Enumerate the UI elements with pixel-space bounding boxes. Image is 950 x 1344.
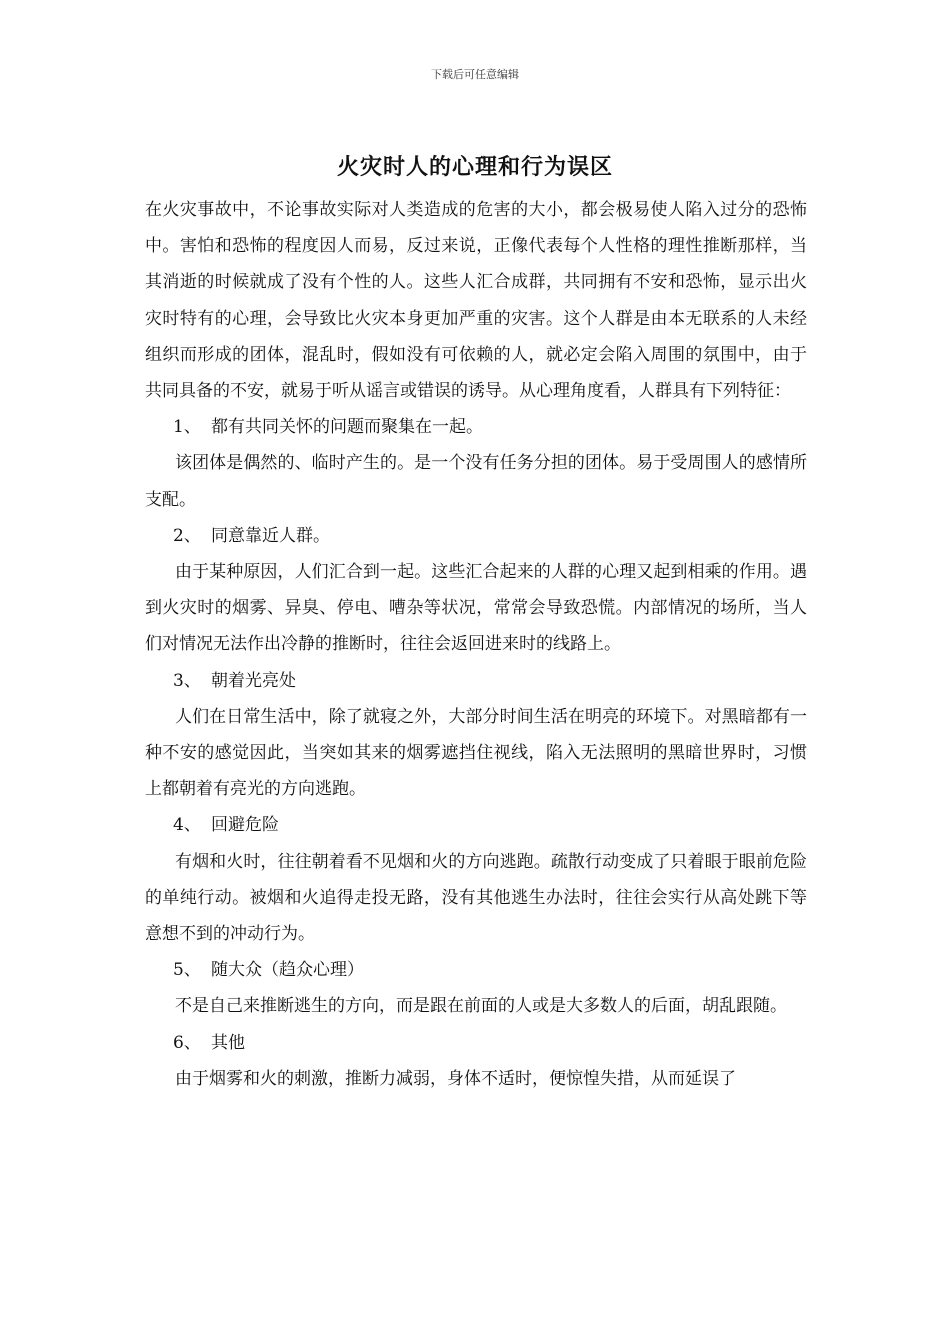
item-number: 2、: [173, 525, 201, 546]
item-heading-1: [145, 409, 807, 445]
item-number: 3、: [173, 670, 201, 691]
item-heading-6: [145, 1025, 807, 1061]
document-body: [145, 192, 807, 1097]
item-paragraph-3: 人们在日常生活中，除了就寝之外，大部分时间生活在明亮的环境下。对黑暗都有一种不安的感觉因此，当突如其来的烟雾遮挡住视线，陷入无法照明的黑暗世界时，习惯上都朝着有亮光的方向逃跑。: [145, 706, 807, 800]
item-number: 1、: [173, 417, 201, 438]
item-heading-text: 都有共同关怀的问题而聚集在一起。: [211, 417, 483, 438]
item-paragraph-2: 由于某种原因，人们汇合到一起。这些汇合起来的人群的心理又起到相乘的作用。遇到火灾时的烟雾、异臭、停电、嘈杂等状况，常常会导致恐慌。内部情况的场所，当人们对情况无法作出冷静的推断时，往往会返回进来时的线路上。: [145, 562, 807, 655]
page-header: 下载后可任意编辑: [431, 68, 519, 81]
item-heading-text: 随大众（趋众心理）: [211, 960, 364, 981]
item-paragraph-5: 不是自己来推断逃生的方向，而是跟在前面的人或是大多数人的后面，胡乱跟随。: [175, 996, 787, 1017]
item-heading-text: 回避危险: [211, 815, 279, 836]
item-number: 5、: [173, 960, 201, 981]
item-heading-3: [145, 663, 807, 699]
document-title: 火灾时人的心理和行为误区: [336, 154, 613, 180]
item-number: 4、: [173, 815, 201, 836]
intro-paragraph: 在火灾事故中，不论事故实际对人类造成的危害的大小，都会极易使人陷入过分的恐怖中。害怕和恐怖的程度因人而易，反过来说，正像代表每个人性格的理性推断那样，当其消逝的时候就成了没有个性的人。这些人汇合成群，共同拥有不安和恐怖，显示出火灾时特有的心理，会导致比火灾本身更加严重的灾害。这个人群是由本无联系的人未经组织而形成的团体，混乱时，假如没有可依赖的人，就必定会陷入周围的氛围中，由于共同具备的不安，就易于听从谣言或错误的诱导。从心理角度看，人群具有下列特征：: [145, 200, 807, 402]
item-heading-text: 同意靠近人群。: [211, 525, 330, 546]
item-number: 6、: [173, 1032, 201, 1053]
item-paragraph-1: 该团体是偶然的、临时产生的。是一个没有任务分担的团体。易于受周围人的感情所支配。: [145, 453, 807, 510]
item-heading-5: [145, 952, 807, 988]
item-heading-2: [145, 518, 807, 554]
item-paragraph-4: 有烟和火时，往往朝着看不见烟和火的方向逃跑。疏散行动变成了只着眼于眼前危险的单纯行动。被烟和火追得走投无路，没有其他逃生办法时，往往会实行从高处跳下等意想不到的冲动行为。: [145, 851, 807, 945]
item-heading-4: [145, 807, 807, 843]
item-paragraph-6: 由于烟雾和火的刺激，推断力减弱，身体不适时，便惊惶失措，从而延误了: [175, 1068, 736, 1089]
item-heading-text: 其他: [211, 1032, 245, 1053]
item-heading-text: 朝着光亮处: [211, 670, 296, 691]
